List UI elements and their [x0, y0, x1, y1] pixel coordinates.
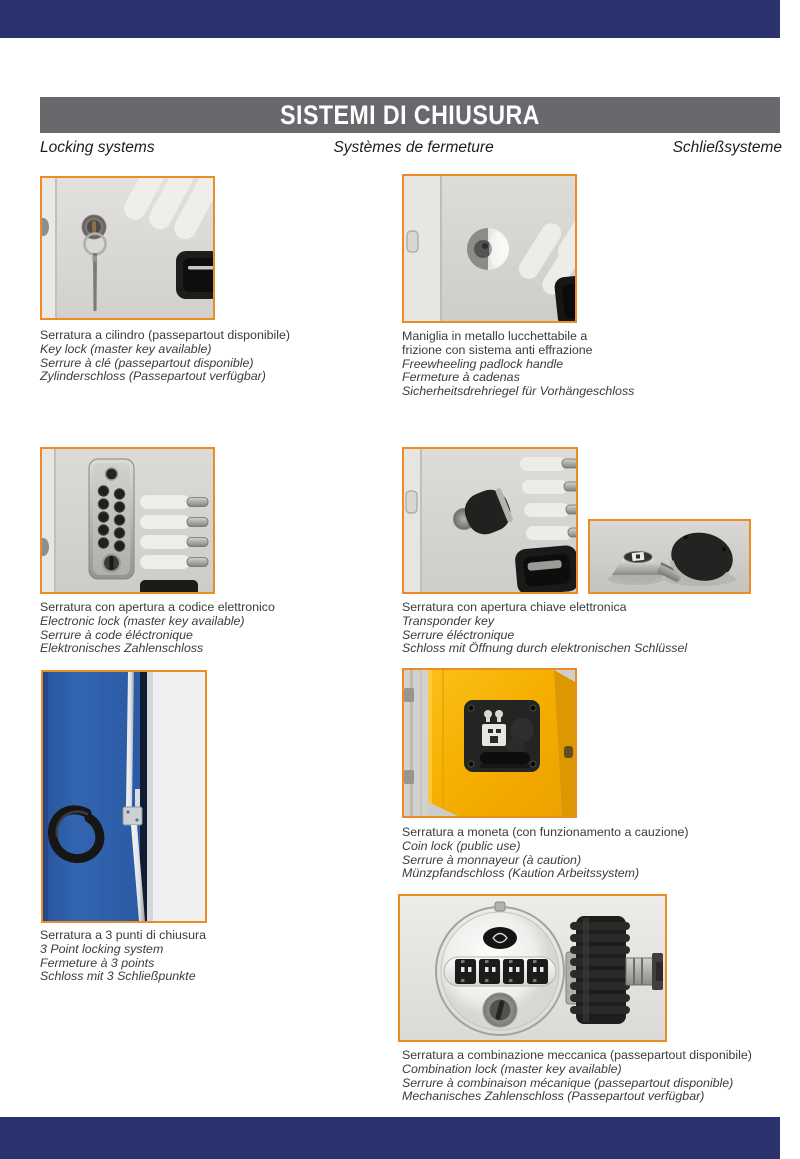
caption-line-english: Key lock (master key available)	[40, 341, 212, 356]
coin-lock-illustration	[404, 670, 575, 816]
caption-coin-lock	[402, 826, 794, 881]
combination-lock-illustration	[400, 896, 665, 1040]
top-navy-bar	[0, 0, 780, 38]
caption-line-english: Freewheeling padlock handle	[402, 356, 564, 371]
subtitle-english: Locking systems	[40, 139, 155, 156]
caption-line-english: Combination lock (master key available)	[402, 1061, 622, 1076]
key-lock-illustration	[42, 178, 213, 318]
caption-line-french: Serrure à clé (passepartout disponible)	[40, 355, 254, 370]
caption-transponder-lock	[402, 601, 794, 656]
key-lock-photo	[40, 176, 215, 320]
transponder-key-photo	[402, 447, 578, 594]
caption-line-german: Münzpfandschloss (Kaution Arbeitssystem)	[402, 866, 640, 881]
padlock-handle-illustration	[404, 176, 575, 321]
caption-line-german: Sicherheitsdrehriegel für Vorhängeschloss	[402, 384, 635, 399]
caption-line-italian: Serratura con apertura chiave elettronica	[402, 600, 627, 614]
section-title-bar	[40, 97, 780, 133]
caption-line-german: Schloss mit 3 Schließpunkte	[40, 969, 196, 984]
caption-line-english: 3 Point locking system	[40, 941, 164, 956]
caption-line-french: Serrure éléctronique	[402, 627, 515, 642]
padlock-handle-photo	[402, 174, 577, 323]
caption-combination-lock	[402, 1049, 797, 1104]
caption-line-german: Mechanisches Zahlenschloss (Passepartout verfügbar)	[402, 1089, 705, 1104]
caption-line-italian: Serratura a cilindro (passepartout disponibile)	[40, 328, 291, 342]
caption-three-point-lock	[40, 929, 400, 984]
electronic-code-lock-photo	[40, 447, 215, 594]
caption-line-italian: Serratura a combinazione meccanica (passepartout disponibile)	[402, 1048, 752, 1062]
subtitle-row	[40, 139, 782, 157]
page-title: SISTEMI DI CHIUSURA	[280, 99, 540, 130]
transponder-fob-illustration	[590, 521, 749, 592]
electronic-code-lock-illustration	[42, 449, 213, 592]
bottom-navy-bar	[0, 1117, 780, 1159]
caption-line-german: Elektronisches Zahlenschloss	[40, 641, 204, 656]
three-point-lock-illustration	[43, 672, 205, 921]
caption-key-lock	[40, 329, 400, 384]
caption-line-italian: Serratura a 3 punti di chiusura	[40, 928, 206, 942]
caption-line-french: Serrure à monnayeur (à caution)	[402, 852, 582, 867]
subtitle-german: Schließsysteme	[672, 139, 782, 156]
transponder-key-illustration	[404, 449, 576, 592]
caption-line-french: Fermeture à 3 points	[40, 955, 155, 970]
caption-line-italian: Serratura a moneta (con funzionamento a cauzione)	[402, 825, 689, 839]
caption-line-french: Fermeture à cadenas	[402, 370, 520, 385]
caption-line-italian: frizione con sistema anti effrazione	[402, 342, 593, 357]
transponder-fob-photo	[588, 519, 751, 594]
caption-line-german: Zylinderschloss (Passepartout verfügbar)	[40, 369, 266, 384]
caption-padlock-handle	[402, 330, 792, 399]
caption-line-french: Serrure à code éléctronique	[40, 627, 193, 642]
caption-line-italian: Maniglia in metallo lucchettabile a	[402, 329, 588, 343]
caption-electronic-code-lock	[40, 601, 400, 656]
coin-lock-photo	[402, 668, 577, 818]
three-point-lock-photo	[41, 670, 207, 923]
subtitle-french: Systèmes de fermeture	[333, 139, 494, 156]
caption-line-english: Transponder key	[402, 613, 495, 628]
combination-lock-photo	[398, 894, 667, 1042]
caption-line-german: Schloss mit Öffnung durch elektronischen Schlüssel	[402, 641, 688, 656]
caption-line-english: Electronic lock (master key available)	[40, 613, 245, 628]
caption-line-french: Serrure à combinaison mécanique (passepartout disponible)	[402, 1075, 734, 1090]
caption-line-english: Coin lock (public use)	[402, 838, 521, 853]
caption-line-italian: Serratura con apertura a codice elettronico	[40, 600, 275, 614]
